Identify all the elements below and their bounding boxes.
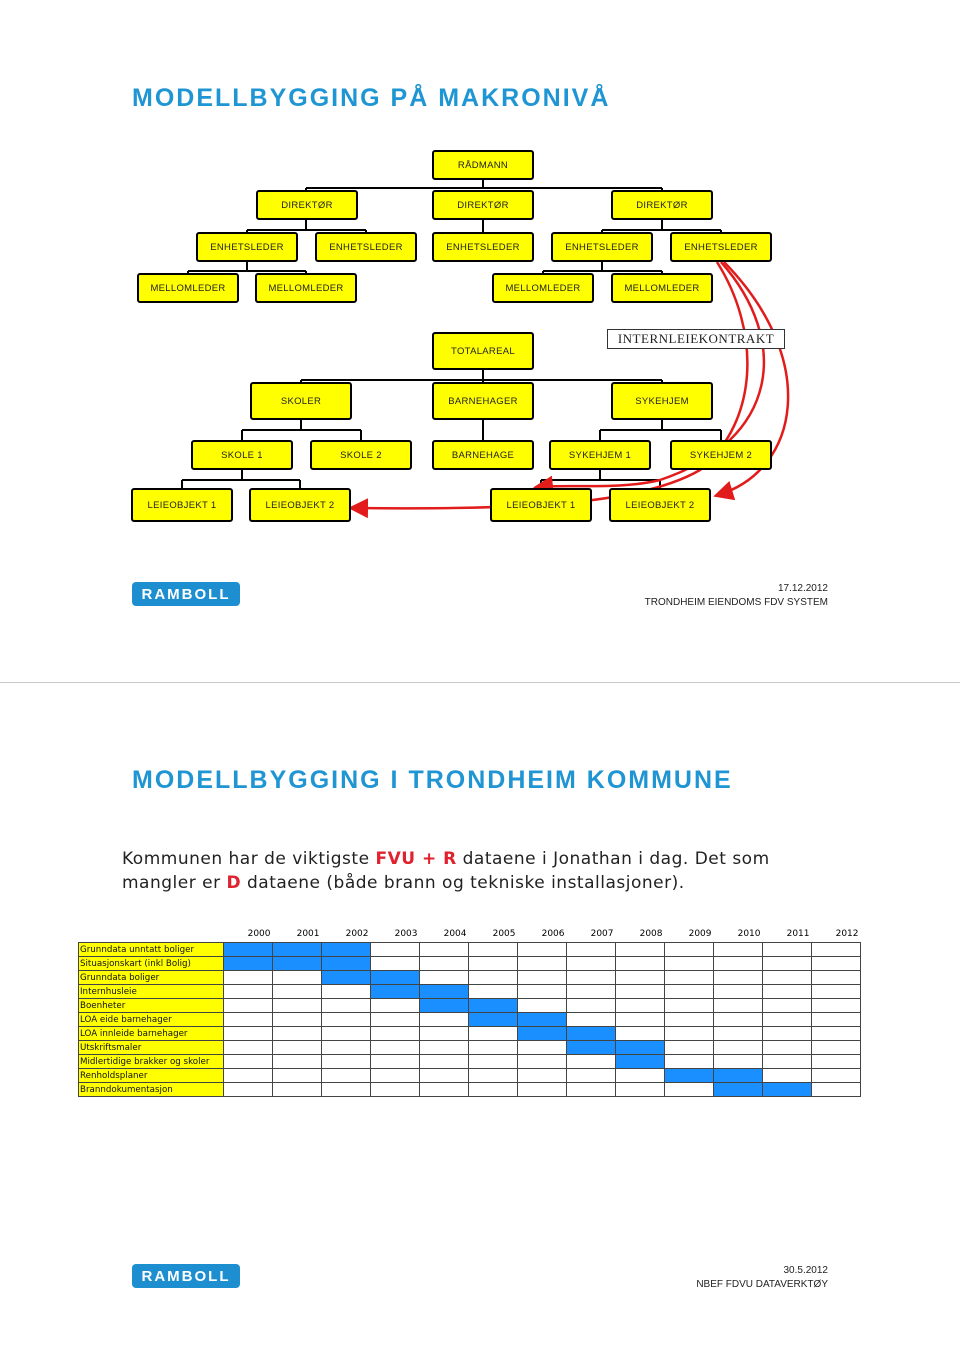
mellomleder-box: MELLOMLEDER — [137, 273, 239, 303]
gantt-cell — [714, 1083, 763, 1097]
gantt-cell — [763, 1055, 812, 1069]
gantt-row-label: Grunndata boliger — [79, 971, 224, 985]
gantt-cell — [322, 1083, 371, 1097]
gantt-cell — [714, 1069, 763, 1083]
gantt-cell — [812, 1041, 861, 1055]
gantt-cell — [273, 1083, 322, 1097]
gantt-cell — [616, 1027, 665, 1041]
gantt-cell — [420, 971, 469, 985]
ramboll-logo: RAMBOLL — [132, 1264, 240, 1288]
direktor-box: DIREKTØR — [432, 190, 534, 220]
gantt-cell — [224, 999, 273, 1013]
gantt-cell — [518, 957, 567, 971]
gantt-cell — [567, 1083, 616, 1097]
gantt-cell — [224, 1055, 273, 1069]
gantt-row — [79, 957, 861, 971]
footer-date: 30.5.2012 — [783, 1265, 828, 1276]
gantt-cell — [273, 1013, 322, 1027]
gantt-cell — [812, 985, 861, 999]
gantt-cell — [665, 1041, 714, 1055]
text-part: dataene (både brann og tekniske installasjoner). — [241, 873, 685, 893]
gantt-cell — [812, 1083, 861, 1097]
leieobjekt-box: LEIEOBJEKT 2 — [609, 488, 711, 522]
gantt-cell — [616, 957, 665, 971]
gantt-cell — [322, 943, 371, 957]
direktor-box: DIREKTØR — [256, 190, 358, 220]
gantt-header-blank — [79, 926, 224, 943]
gantt-row-label: Midlertidige brakker og skoler — [79, 1055, 224, 1069]
gantt-row-label: LOA eide barnehager — [79, 1013, 224, 1027]
gantt-row — [79, 971, 861, 985]
gantt-cell — [616, 1083, 665, 1097]
gantt-cell — [322, 971, 371, 985]
gantt-cell — [567, 971, 616, 985]
gantt-cell — [322, 1055, 371, 1069]
enhetsleder-box: ENHETSLEDER — [196, 232, 298, 262]
gantt-cell — [714, 1055, 763, 1069]
gantt-cell — [665, 957, 714, 971]
gantt-cell — [273, 985, 322, 999]
gantt-cell — [616, 985, 665, 999]
gantt-cell — [567, 985, 616, 999]
gantt-cell — [665, 971, 714, 985]
gantt-cell — [714, 985, 763, 999]
slide-makroniva — [0, 0, 960, 683]
gantt-year: 2004 — [443, 929, 467, 939]
gantt-cell — [714, 999, 763, 1013]
gantt-year: 2005 — [492, 929, 516, 939]
category-box: SYKEHJEM — [611, 382, 713, 420]
gantt-cell — [469, 1083, 518, 1097]
slide-footer — [645, 582, 828, 610]
gantt-cell — [371, 971, 420, 985]
leieobjekt-box: LEIEOBJEKT 2 — [249, 488, 351, 522]
gantt-cell — [469, 1055, 518, 1069]
gantt-cell — [518, 1013, 567, 1027]
gantt-row — [79, 1027, 861, 1041]
gantt-cell — [616, 999, 665, 1013]
gantt-year: 2010 — [737, 929, 761, 939]
gantt-cell — [714, 1041, 763, 1055]
gantt-cell — [469, 957, 518, 971]
gantt-cell — [371, 1027, 420, 1041]
gantt-cell — [518, 943, 567, 957]
gantt-cell — [518, 1041, 567, 1055]
gantt-cell — [665, 1083, 714, 1097]
gantt-cell — [665, 985, 714, 999]
footer-text: NBEF FDVU DATAVERKTØY — [696, 1279, 828, 1290]
gantt-cell — [469, 985, 518, 999]
gantt-cell — [714, 943, 763, 957]
gantt-cell — [469, 1013, 518, 1027]
slide-title: MODELLBYGGING I TRONDHEIM KOMMUNE — [132, 766, 733, 794]
body-paragraph — [122, 847, 842, 895]
internleiekontrakt-box: INTERNLEIEKONTRAKT — [607, 329, 785, 349]
highlight-fvu-r: FVU + R — [375, 849, 457, 869]
gantt-cell — [567, 957, 616, 971]
gantt-cell — [714, 1013, 763, 1027]
gantt-row — [79, 943, 861, 957]
gantt-cell — [371, 1041, 420, 1055]
gantt-cell — [665, 1069, 714, 1083]
gantt-row — [79, 1041, 861, 1055]
gantt-year: 2006 — [541, 929, 565, 939]
gantt-cell — [224, 985, 273, 999]
gantt-cell — [763, 1041, 812, 1055]
gantt-cell — [714, 1027, 763, 1041]
gantt-year: 2009 — [688, 929, 712, 939]
gantt-cell — [420, 957, 469, 971]
gantt-cell — [273, 1055, 322, 1069]
gantt-cell — [665, 999, 714, 1013]
enhetsleder-box: ENHETSLEDER — [670, 232, 772, 262]
gantt-year: 2002 — [345, 929, 369, 939]
gantt-row-label: Internhusleie — [79, 985, 224, 999]
gantt-year: 2011 — [786, 929, 810, 939]
gantt-row-label: Utskriftsmaler — [79, 1041, 224, 1055]
gantt-cell — [567, 1069, 616, 1083]
mellomleder-box: MELLOMLEDER — [611, 273, 713, 303]
gantt-cell — [518, 999, 567, 1013]
gantt-table — [78, 926, 861, 1097]
gantt-year: 2007 — [590, 929, 614, 939]
gantt-cell — [273, 957, 322, 971]
gantt-cell — [469, 999, 518, 1013]
gantt-cell — [469, 1041, 518, 1055]
gantt-row-label: Grunndata unntatt boliger — [79, 943, 224, 957]
gantt-cell — [763, 985, 812, 999]
gantt-cell — [567, 943, 616, 957]
gantt-cell — [273, 943, 322, 957]
radmann-box: RÅDMANN — [432, 150, 534, 180]
gantt-cell — [322, 985, 371, 999]
gantt-cell — [224, 957, 273, 971]
slide-title: MODELLBYGGING PÅ MAKRONIVÅ — [132, 84, 611, 112]
gantt-cell — [812, 1027, 861, 1041]
gantt-row — [79, 985, 861, 999]
gantt-cell — [812, 1055, 861, 1069]
footer-date: 17.12.2012 — [777, 583, 828, 594]
gantt-cell — [763, 943, 812, 957]
gantt-cell — [763, 1027, 812, 1041]
gantt-cell — [273, 971, 322, 985]
mellomleder-box: MELLOMLEDER — [255, 273, 357, 303]
gantt-cell — [616, 943, 665, 957]
gantt-cell — [518, 1069, 567, 1083]
gantt-cell — [224, 1041, 273, 1055]
category-box: SKOLER — [250, 382, 352, 420]
gantt-cell — [812, 999, 861, 1013]
ramboll-logo: RAMBOLL — [132, 582, 240, 606]
gantt-year: 2008 — [639, 929, 663, 939]
gantt-row — [79, 1013, 861, 1027]
gantt-cell — [224, 943, 273, 957]
gantt-cell — [518, 1027, 567, 1041]
text-part: Kommunen har de viktigste — [122, 849, 376, 869]
gantt-cell — [371, 1083, 420, 1097]
gantt-cell — [420, 1041, 469, 1055]
gantt-row-label: Boenheter — [79, 999, 224, 1013]
gantt-cell — [567, 1055, 616, 1069]
gantt-cell — [763, 971, 812, 985]
gantt-cell — [763, 1069, 812, 1083]
unit-box: SKOLE 1 — [191, 440, 293, 470]
gantt-year: 2000 — [247, 929, 271, 939]
gantt-cell — [714, 971, 763, 985]
gantt-row-label: LOA innleide barnehager — [79, 1027, 224, 1041]
highlight-d: D — [226, 873, 242, 893]
gantt-row — [79, 1055, 861, 1069]
gantt-cell — [616, 1013, 665, 1027]
gantt-cell — [812, 1013, 861, 1027]
gantt-row — [79, 1083, 861, 1097]
gantt-cell — [812, 957, 861, 971]
gantt-cell — [322, 1027, 371, 1041]
gantt-row — [79, 999, 861, 1013]
gantt-cell — [567, 1013, 616, 1027]
unit-box: BARNEHAGE — [432, 440, 534, 470]
gantt-cell — [273, 1041, 322, 1055]
gantt-cell — [420, 1013, 469, 1027]
gantt-cell — [567, 999, 616, 1013]
gantt-cell — [371, 1069, 420, 1083]
gantt-cell — [371, 957, 420, 971]
gantt-cell — [322, 999, 371, 1013]
gantt-row-label: Branndokumentasjon — [79, 1083, 224, 1097]
gantt-cell — [518, 985, 567, 999]
gantt-cell — [273, 1069, 322, 1083]
gantt-cell — [420, 985, 469, 999]
gantt-cell — [371, 985, 420, 999]
totalareal-box: TOTALAREAL — [432, 332, 534, 370]
gantt-cell — [763, 999, 812, 1013]
gantt-cell — [665, 943, 714, 957]
gantt-row-label: Situasjonskart (inkl Bolig) — [79, 957, 224, 971]
mellomleder-box: MELLOMLEDER — [492, 273, 594, 303]
gantt-cell — [763, 1013, 812, 1027]
leieobjekt-box: LEIEOBJEKT 1 — [490, 488, 592, 522]
gantt-cell — [812, 943, 861, 957]
gantt-cell — [469, 1027, 518, 1041]
gantt-year: 2003 — [394, 929, 418, 939]
page-divider — [0, 682, 960, 683]
gantt-cell — [322, 1069, 371, 1083]
gantt-cell — [518, 971, 567, 985]
gantt-cell — [420, 1027, 469, 1041]
slide-footer — [696, 1264, 828, 1292]
enhetsleder-box: ENHETSLEDER — [315, 232, 417, 262]
gantt-year: 2012 — [835, 929, 859, 939]
gantt-cell — [616, 1041, 665, 1055]
gantt-cell — [371, 1013, 420, 1027]
gantt-cell — [322, 1041, 371, 1055]
gantt-cell — [273, 1027, 322, 1041]
gantt-cell — [616, 971, 665, 985]
text-part: dataene i Jonathan i dag. Det som mangler er — [122, 849, 770, 893]
gantt-cell — [616, 1069, 665, 1083]
gantt-cell — [763, 1083, 812, 1097]
enhetsleder-box: ENHETSLEDER — [432, 232, 534, 262]
gantt-cell — [567, 1041, 616, 1055]
gantt-cell — [812, 1069, 861, 1083]
gantt-cell — [469, 1069, 518, 1083]
category-box: BARNEHAGER — [432, 382, 534, 420]
gantt-cell — [714, 957, 763, 971]
gantt-cell — [371, 999, 420, 1013]
gantt-cell — [420, 1069, 469, 1083]
enhetsleder-box: ENHETSLEDER — [551, 232, 653, 262]
gantt-cell — [616, 1055, 665, 1069]
unit-box: SYKEHJEM 1 — [549, 440, 651, 470]
footer-text: TRONDHEIM EIENDOMS FDV SYSTEM — [644, 597, 828, 608]
direktor-box: DIREKTØR — [611, 190, 713, 220]
gantt-cell — [224, 1069, 273, 1083]
gantt-cell — [469, 943, 518, 957]
gantt-cell — [224, 1013, 273, 1027]
gantt-cell — [567, 1027, 616, 1041]
gantt-cell — [420, 1055, 469, 1069]
gantt-cell — [518, 1083, 567, 1097]
gantt-cell — [469, 971, 518, 985]
unit-box: SKOLE 2 — [310, 440, 412, 470]
gantt-cell — [273, 999, 322, 1013]
gantt-header-row — [79, 926, 861, 943]
slide-trondheim-kommune — [0, 684, 960, 1367]
gantt-cell — [420, 943, 469, 957]
gantt-year: 2001 — [296, 929, 320, 939]
unit-box: SYKEHJEM 2 — [670, 440, 772, 470]
gantt-cell — [665, 1013, 714, 1027]
gantt-row — [79, 1069, 861, 1083]
gantt-cell — [322, 1013, 371, 1027]
gantt-cell — [224, 1083, 273, 1097]
gantt-cell — [518, 1055, 567, 1069]
gantt-cell — [812, 971, 861, 985]
gantt-cell — [763, 957, 812, 971]
gantt-cell — [322, 957, 371, 971]
gantt-cell — [665, 1027, 714, 1041]
gantt-cell — [224, 971, 273, 985]
gantt-cell — [371, 943, 420, 957]
gantt-cell — [665, 1055, 714, 1069]
gantt-row-label: Renholdsplaner — [79, 1069, 224, 1083]
gantt-cell — [420, 999, 469, 1013]
leieobjekt-box: LEIEOBJEKT 1 — [131, 488, 233, 522]
gantt-cell — [420, 1083, 469, 1097]
gantt-cell — [371, 1055, 420, 1069]
gantt-cell — [224, 1027, 273, 1041]
